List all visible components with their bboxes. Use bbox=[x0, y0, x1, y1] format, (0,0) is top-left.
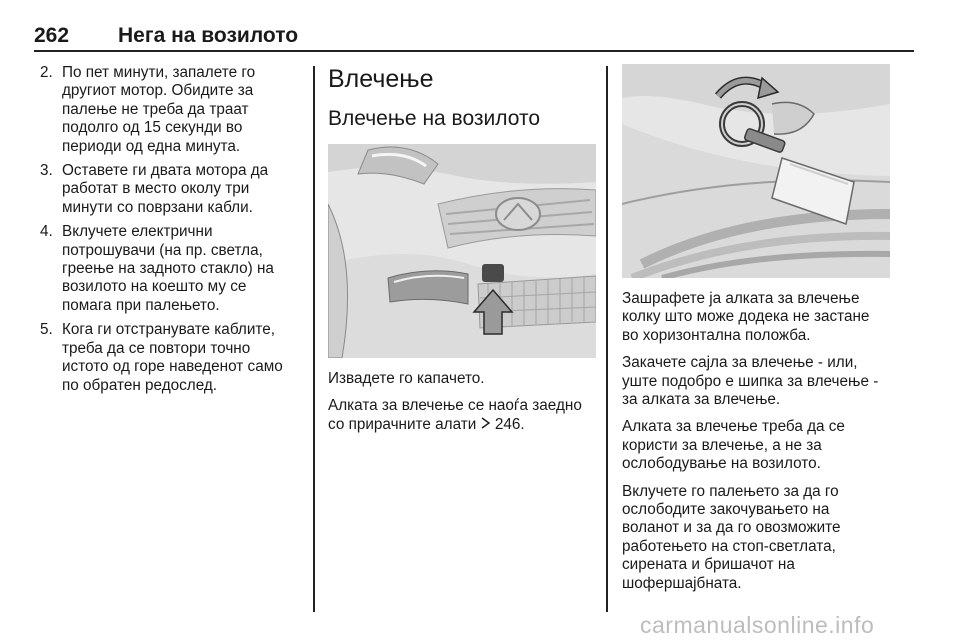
paragraph: Закачете сајла за влечење - или, уште подобро е шипка за влечење - за алката за влечење. bbox=[622, 354, 879, 409]
header-rule bbox=[34, 50, 914, 52]
step-text: По пет минути, запалете го другиот мотор. Обидите за палење не треба да траат подолго од 15 секунди во периоди од една минута. bbox=[62, 64, 256, 155]
chapter-title: Нега на возилото bbox=[118, 24, 299, 47]
paragraph: Зашрафете ја алката за влечење колку што може додека не застане во хоризонтална положба. bbox=[622, 290, 870, 344]
step-item bbox=[40, 223, 296, 315]
step-list bbox=[40, 64, 296, 395]
watermark: carmanualsonline.info bbox=[640, 612, 875, 638]
step-item bbox=[40, 321, 296, 395]
towing-eye-illustration bbox=[622, 64, 890, 278]
left-column bbox=[40, 64, 296, 401]
column-divider-left bbox=[313, 66, 315, 612]
page-number: 262 bbox=[34, 24, 70, 47]
step-text: Вклучете електрични потрошувачи (на пр. светла, греење на задното стакло) на возилото на коешто му се помага при палењето. bbox=[62, 223, 274, 314]
step-number: 4. bbox=[40, 223, 53, 241]
step-item bbox=[40, 64, 296, 156]
section-subheading: Влечење на возилото bbox=[328, 107, 541, 130]
step-item bbox=[40, 162, 296, 217]
section-heading: Влечење bbox=[328, 65, 434, 93]
page-reference-number: 246. bbox=[494, 415, 525, 433]
toolkit-note bbox=[328, 397, 596, 434]
step-number: 3. bbox=[40, 162, 53, 180]
paragraph: Алката за влечење треба да се користи за влечење, а не за ослободување на возилото. bbox=[622, 418, 845, 473]
paragraph: Вклучете го палењето за да го ослободите закочувањето на воланот и за да го овозможите работењето на стоп-светлата, сирената и бришачот на шофершајбната. bbox=[622, 482, 841, 592]
page-reference-arrow-icon bbox=[481, 416, 491, 434]
middle-column bbox=[328, 64, 596, 443]
toolkit-note-text: Алката за влечење се наоѓа заедно со прирачните алати bbox=[328, 397, 582, 433]
bumper-cover-illustration bbox=[328, 144, 596, 358]
figure-caption: Извадете го капачето. bbox=[328, 370, 485, 387]
page-header bbox=[34, 10, 914, 50]
step-number: 5. bbox=[40, 321, 53, 339]
right-column bbox=[622, 64, 890, 602]
step-text: Кога ги отстранувате каблите, треба да се повтори точно истото од горе наведенот само по обратен редослед. bbox=[62, 321, 283, 394]
step-text: Оставете ги двата мотора да работат в место околу три минути со поврзани кабли. bbox=[62, 162, 269, 216]
step-number: 2. bbox=[40, 64, 53, 81]
column-divider-right bbox=[606, 66, 608, 612]
